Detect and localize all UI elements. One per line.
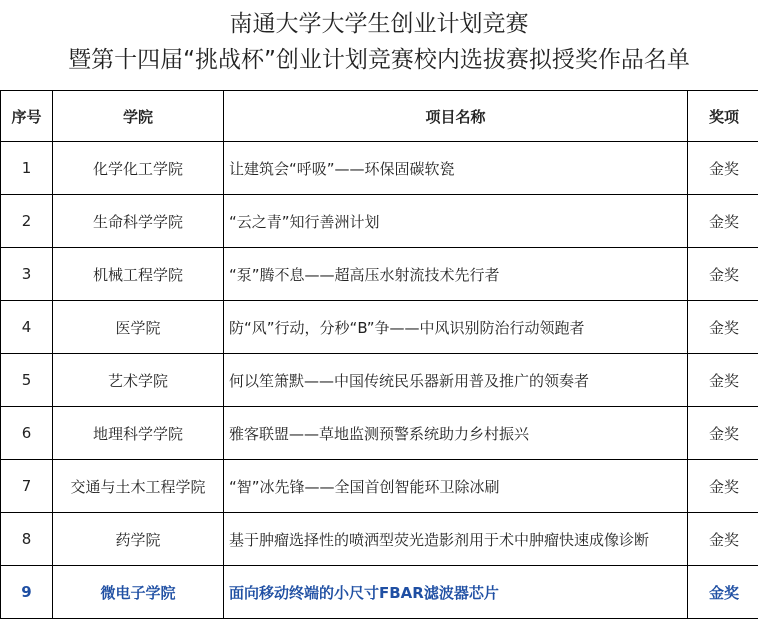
table-row xyxy=(1,248,758,301)
cell-project: 防“风”行动，分秒“B”争——中风识别防治行动领跑者 xyxy=(224,301,688,354)
cell-no: 1 xyxy=(1,142,53,195)
cell-project: 让建筑会“呼吸”——环保固碳软瓷 xyxy=(224,142,688,195)
cell-no: 2 xyxy=(1,195,53,248)
table-row xyxy=(1,301,758,354)
cell-project: 何以笙箫默——中国传统民乐器新用普及推广的领奏者 xyxy=(224,354,688,407)
cell-college: 地理科学学院 xyxy=(53,407,224,460)
cell-no: 8 xyxy=(1,513,53,566)
header-project: 项目名称 xyxy=(224,91,688,142)
table-row xyxy=(1,566,758,619)
cell-project: 面向移动终端的小尺寸FBAR滤波器芯片 xyxy=(224,566,688,619)
cell-award: 金奖 xyxy=(688,301,758,354)
cell-award: 金奖 xyxy=(688,142,758,195)
cell-project: “智”冰先锋——全国首创智能环卫除冰刷 xyxy=(224,460,688,513)
cell-college: 机械工程学院 xyxy=(53,248,224,301)
table-row xyxy=(1,513,758,566)
cell-award: 金奖 xyxy=(688,566,758,619)
cell-project: “泵”腾不息——超高压水射流技术先行者 xyxy=(224,248,688,301)
table-row xyxy=(1,354,758,407)
cell-college: 化学化工学院 xyxy=(53,142,224,195)
title-line-2: 暨第十四届“挑战杯”创业计划竞赛校内选拔赛拟授奖作品名单 xyxy=(68,47,690,73)
cell-award: 金奖 xyxy=(688,248,758,301)
cell-college: 微电子学院 xyxy=(53,566,224,619)
table-row xyxy=(1,460,758,513)
header-no: 序号 xyxy=(1,91,53,142)
cell-no: 4 xyxy=(1,301,53,354)
table-row xyxy=(1,142,758,195)
award-table xyxy=(0,90,758,619)
cell-college: 生命科学学院 xyxy=(53,195,224,248)
cell-no: 5 xyxy=(1,354,53,407)
cell-award: 金奖 xyxy=(688,513,758,566)
table-row xyxy=(1,407,758,460)
header-award: 奖项 xyxy=(688,91,758,142)
cell-award: 金奖 xyxy=(688,354,758,407)
cell-college: 交通与土木工程学院 xyxy=(53,460,224,513)
title-line-1: 南通大学大学生创业计划竞赛 xyxy=(229,11,529,37)
cell-college: 艺术学院 xyxy=(53,354,224,407)
cell-college: 药学院 xyxy=(53,513,224,566)
cell-project: 基于肿瘤选择性的喷洒型荧光造影剂用于术中肿瘤快速成像诊断 xyxy=(224,513,688,566)
table-row xyxy=(1,195,758,248)
cell-no: 9 xyxy=(1,566,53,619)
cell-college: 医学院 xyxy=(53,301,224,354)
cell-no: 7 xyxy=(1,460,53,513)
header-college: 学院 xyxy=(53,91,224,142)
cell-award: 金奖 xyxy=(688,407,758,460)
cell-no: 6 xyxy=(1,407,53,460)
cell-project: “云之青”知行善洲计划 xyxy=(224,195,688,248)
cell-project: 雅客联盟——草地监测预警系统助力乡村振兴 xyxy=(224,407,688,460)
table-header-row xyxy=(1,91,758,142)
cell-award: 金奖 xyxy=(688,460,758,513)
cell-award: 金奖 xyxy=(688,195,758,248)
cell-no: 3 xyxy=(1,248,53,301)
